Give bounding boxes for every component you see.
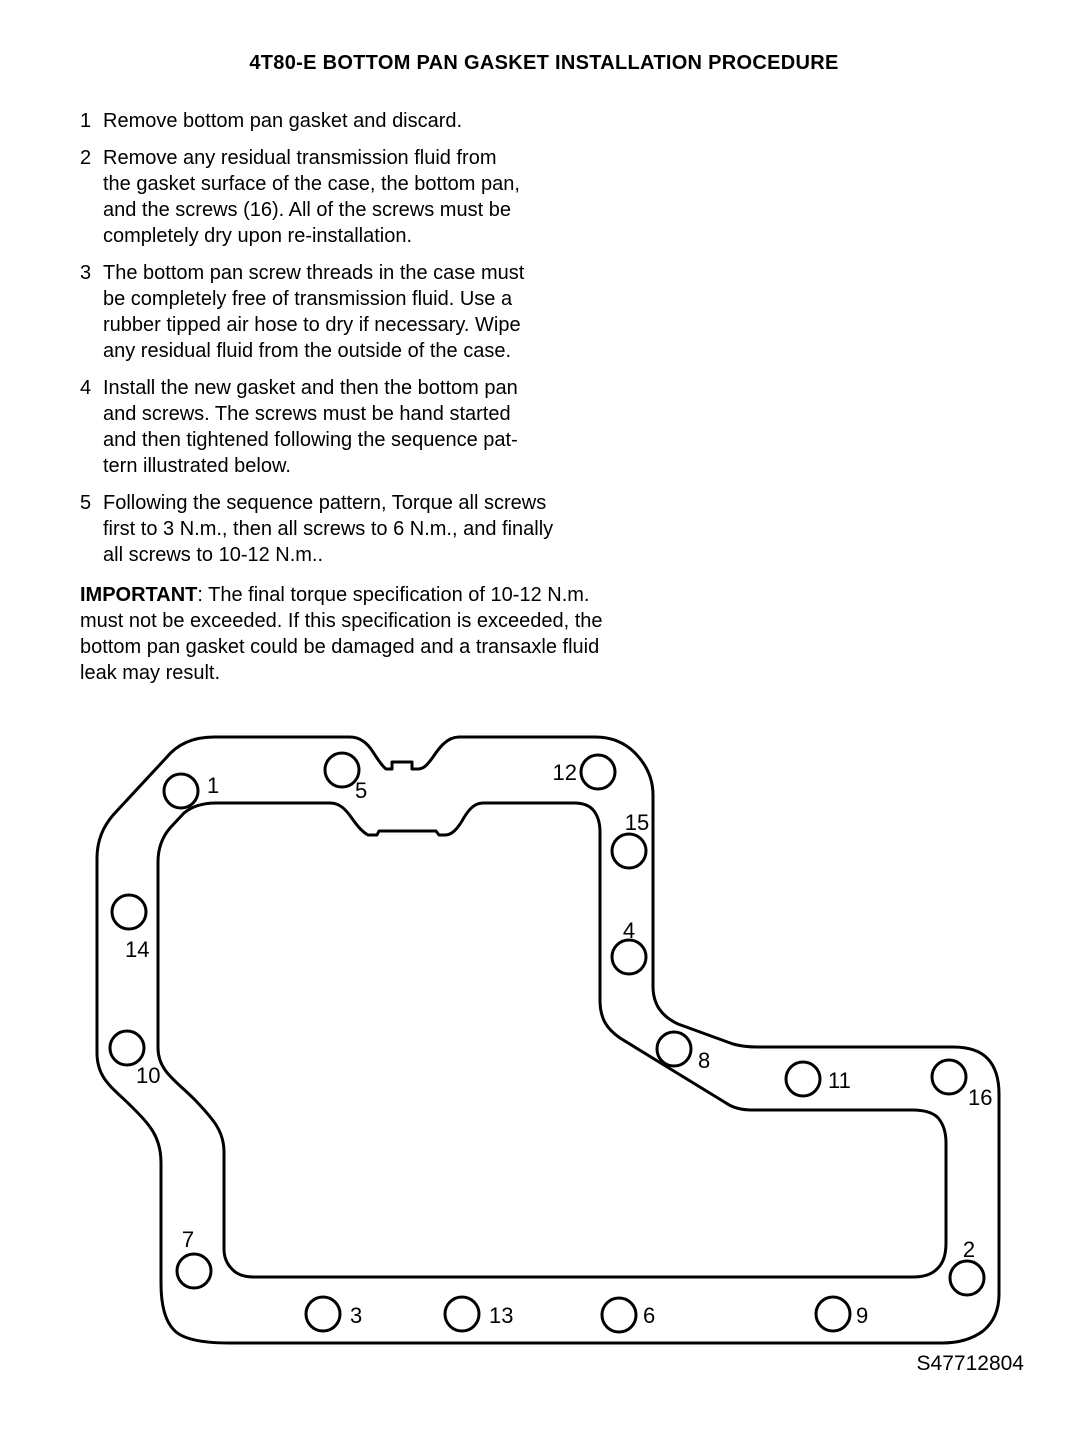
screw-hole-13 [445, 1297, 479, 1331]
screw-hole-4 [612, 940, 646, 974]
text-line: Following the sequence pattern, Torque all screws [103, 492, 547, 514]
text-line: be completely free of transmission fluid. Use a [103, 288, 513, 310]
text-line: and the screws (16). All of the screws must be [103, 199, 511, 221]
screw-hole-14 [112, 895, 146, 929]
step-number: 4 [80, 377, 92, 399]
screw-hole-3 [306, 1297, 340, 1331]
screw-hole-16 [932, 1060, 966, 1094]
screw-hole-label-15: 15 [624, 810, 650, 835]
screw-hole-9 [816, 1297, 850, 1331]
screw-hole-label-9: 9 [856, 1303, 869, 1328]
screw-hole-label-3: 3 [350, 1303, 363, 1328]
screw-hole-15 [612, 834, 646, 868]
screw-hole-2 [950, 1261, 984, 1295]
screw-hole-label-7: 7 [181, 1227, 195, 1252]
screw-hole-12 [581, 755, 615, 789]
screw-hole-label-14: 14 [125, 937, 150, 962]
screw-hole-7 [177, 1254, 211, 1288]
important-label: IMPORTANT [80, 584, 198, 606]
screw-hole-label-8: 8 [698, 1048, 711, 1073]
screw-hole-11 [786, 1062, 820, 1096]
screw-hole-label-1: 1 [207, 773, 220, 798]
text-line: completely dry upon re-installation. [103, 225, 413, 247]
text-line: rubber tipped air hose to dry if necessary. Wipe [103, 314, 521, 336]
step-number: 5 [80, 492, 92, 514]
text-line: must not be exceeded. If this specification is exceeded, the [80, 610, 603, 632]
step-number: 2 [80, 147, 92, 169]
text-line: tern illustrated below. [103, 455, 291, 477]
text-line: and then tightened following the sequence pat- [103, 429, 518, 451]
text-line: all screws to 10-12 N.m.. [103, 544, 324, 566]
screw-hole-label-11: 11 [828, 1068, 851, 1093]
important-first-line-rest: : The final torque specification of 10-12 N.m. [197, 584, 590, 606]
text-line: Remove bottom pan gasket and discard. [103, 110, 463, 132]
gasket-outline [97, 737, 999, 1343]
screw-hole-8 [657, 1032, 691, 1066]
screw-holes [110, 753, 992, 1332]
screw-hole-label-6: 6 [643, 1303, 656, 1328]
screw-hole-5 [325, 753, 359, 787]
step-number: 1 [80, 110, 92, 132]
step-number: 3 [80, 262, 92, 284]
screw-hole-label-4: 4 [622, 918, 636, 943]
screw-hole-label-2: 2 [962, 1237, 976, 1262]
screw-hole-label-13: 13 [489, 1303, 514, 1328]
text-line: Install the new gasket and then the bottom pan [103, 377, 518, 399]
screw-hole-10 [110, 1031, 144, 1065]
text-line: leak may result. [80, 662, 221, 684]
screw-hole-label-16: 16 [968, 1085, 993, 1110]
text-line: The bottom pan screw threads in the case must [103, 262, 525, 284]
text-line: any residual fluid from the outside of the case. [103, 340, 512, 362]
screw-hole-6 [602, 1298, 636, 1332]
screw-hole-1 [164, 774, 198, 808]
screw-hole-label-12: 12 [552, 760, 577, 785]
text-line: Remove any residual transmission fluid from [103, 147, 497, 169]
text-line: first to 3 N.m., then all screws to 6 N.m., and finally [103, 518, 554, 540]
figure-id: S47712804 [916, 1352, 1024, 1375]
text-line: the gasket surface of the case, the bottom pan, [103, 173, 520, 195]
text-line: bottom pan gasket could be damaged and a transaxle fluid [80, 636, 600, 658]
text-line: and screws. The screws must be hand started [103, 403, 511, 425]
screw-hole-label-10: 10 [136, 1063, 161, 1088]
screw-hole-label-5: 5 [355, 778, 368, 803]
page-title: 4T80-E BOTTOM PAN GASKET INSTALLATION PROCEDURE [249, 52, 839, 74]
